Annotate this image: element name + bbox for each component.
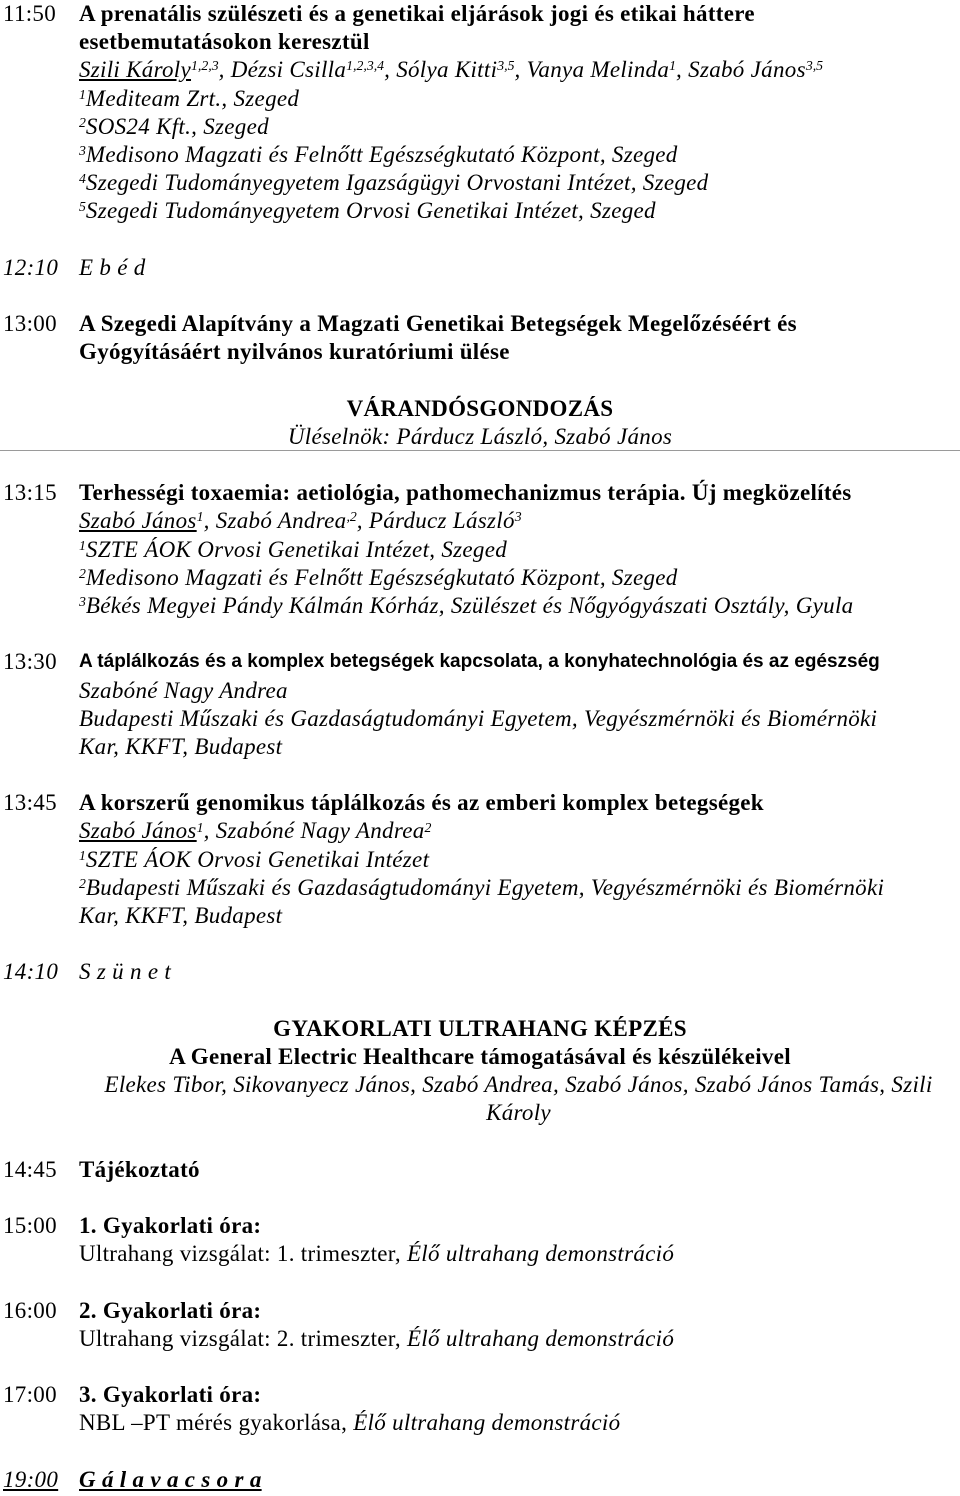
authors: [79, 507, 522, 535]
affiliation-text: Medisono Magzati és Felnőtt Egészségkutató Központ, Szeged: [85, 564, 678, 590]
author-list: [0, 56, 960, 84]
author-affiliation-ref: 1: [196, 509, 204, 525]
session-detail-line: [79, 1409, 620, 1437]
session-1345: [0, 789, 960, 817]
affiliation-number: 4: [79, 171, 86, 187]
author-affiliation-ref: 2: [424, 819, 432, 835]
author-list: [0, 507, 960, 535]
session-1900-gala-dinner: [0, 1466, 960, 1494]
section-chairs: Üléselnök: Párducz László, Szabó János: [287, 423, 673, 449]
session-title: A prenatális szülészeti és a genetikai eljárások jogi és etikai háttere: [79, 1, 755, 26]
author-affiliation-ref: 1: [196, 819, 204, 835]
affiliation-number: 1: [79, 537, 86, 553]
session-time: 16:00: [3, 1297, 57, 1323]
affiliation-text: Kar, KKFT, Budapest: [79, 733, 283, 759]
blank-line: [0, 1268, 960, 1296]
author-affiliation-ref: 3,5: [497, 58, 515, 74]
affiliation-line: [79, 197, 656, 225]
author-name: Szabó Andrea: [215, 508, 347, 534]
affiliation-line: [79, 141, 678, 169]
affiliation-line: [79, 874, 884, 902]
affiliation-text: Szegedi Tudományegyetem Igazságügyi Orvostani Intézet, Szeged: [85, 170, 709, 196]
affiliation-text: Medisono Magzati és Felnőtt Egészségkutató Központ, Szeged: [85, 141, 678, 167]
session-time: 13:45: [3, 790, 57, 816]
affiliation: [0, 874, 960, 902]
author-affiliation-ref: 1: [669, 58, 677, 74]
affiliation-text: Kar, KKFT, Budapest: [79, 903, 283, 928]
session-title: 1. Gyakorlati óra:: [79, 1213, 262, 1239]
blank-line: [0, 366, 960, 394]
author-list: [0, 817, 960, 845]
detail-text: NBL –PT mérés gyakorlása,: [79, 1410, 348, 1436]
author-affiliation-ref: 1,2,3: [191, 58, 219, 74]
demo-text: Élő ultrahang demonstráció: [406, 1325, 675, 1351]
session-time: 17:00: [3, 1382, 57, 1408]
author-affiliation-ref: 1,2,3,4: [346, 58, 385, 74]
detail-text: Ultrahang vizsgálat: 1. trimeszter,: [79, 1241, 401, 1267]
section-heading: VÁRANDÓSGONDOZÁS: [346, 395, 614, 421]
affiliation-text: Szegedi Tudományegyetem Orvosi Genetikai Intézet, Szeged: [85, 198, 656, 224]
instructors: Elekes Tibor, Sikovanyecz János, Szabó Andrea, Szabó János, Szabó János Tamás, Szili: [104, 1072, 933, 1098]
separator: ,: [384, 57, 397, 83]
blank-line: [0, 930, 960, 958]
affiliation-line: [79, 169, 708, 197]
section-heading-row: [0, 1015, 960, 1043]
section-heading-row: [0, 395, 960, 423]
blank-line: [0, 987, 960, 1015]
section-subheading: A General Electric Healthcare támogatásával és készülékeivel: [169, 1043, 791, 1069]
affiliation-line: [79, 592, 853, 620]
blank-line: [0, 451, 960, 479]
blank-line: [0, 1353, 960, 1381]
session-1445: [0, 1156, 960, 1184]
separator: ,: [203, 508, 216, 534]
author-name: Vanya Melinda: [526, 57, 670, 83]
session-1700: [0, 1381, 960, 1409]
blank-line: [0, 1438, 960, 1466]
separator: ,: [676, 57, 689, 83]
instructors-row: [0, 1071, 960, 1099]
session-title-continued: [0, 28, 960, 56]
break-label: S z ü n e t: [79, 959, 172, 985]
instructors-row-continued: [0, 1099, 960, 1127]
session-1500: [0, 1212, 960, 1240]
session-detail: [0, 1240, 960, 1268]
author-name: Sólya Kitti: [396, 57, 498, 83]
demo-text: Élő ultrahang demonstráció: [406, 1241, 675, 1267]
affiliation: [0, 141, 960, 169]
session-title: A táplálkozás és a komplex betegségek kapcsolata, a konyhatechnológia és az egészség: [79, 651, 880, 673]
detail-text: Ultrahang vizsgálat: 2. trimeszter,: [79, 1325, 401, 1351]
affiliation: [0, 113, 960, 141]
session-time: 13:15: [3, 480, 57, 506]
session-detail: [0, 1409, 960, 1437]
author-affiliation-ref: 3,5: [805, 58, 824, 74]
author-name: Dézsi Csilla: [230, 57, 347, 83]
affiliation-text: SZTE ÁOK Orvosi Genetikai Intézet, Szeged: [85, 536, 508, 562]
session-1150: [0, 0, 960, 28]
session-time: 14:45: [3, 1156, 57, 1182]
author-affiliation-ref: ,2: [346, 509, 357, 525]
session-title-continued: [0, 338, 960, 366]
blank-line: [0, 226, 960, 254]
affiliation-number: 2: [79, 114, 86, 130]
presenter-name: Szili Károly: [79, 57, 192, 83]
event-label: G á l a v a c s o r a: [79, 1466, 262, 1492]
affiliation: [0, 169, 960, 197]
author-affiliation-ref: 3: [514, 509, 522, 525]
session-time: 13:30: [3, 649, 57, 675]
affiliation-number: 5: [79, 199, 86, 215]
affiliation-line: [79, 846, 429, 874]
session-detail: [0, 1325, 960, 1353]
author-name: Szabó János: [688, 57, 806, 83]
affiliation-text: Budapesti Műszaki és Gazdaságtudományi Egyetem, Vegyészmérnöki és Biomérnöki: [79, 705, 878, 731]
affiliation: [0, 592, 960, 620]
presenter-name: Szabó János: [79, 818, 197, 844]
session-title-line-2: Gyógyításáért nyilvános kuratóriumi ülése: [79, 339, 510, 365]
affiliation: [0, 846, 960, 874]
affiliation-line: [79, 536, 507, 564]
section-chairs-row: [0, 423, 960, 451]
affiliation-number: 3: [79, 143, 86, 159]
affiliation: [0, 197, 960, 225]
instructors: Károly: [486, 1100, 551, 1126]
session-title: A korszerű genomikus táplálkozás és az emberi komplex betegségek: [79, 790, 764, 816]
separator: ,: [514, 57, 527, 83]
session-1410-break: [0, 958, 960, 986]
presenter-name: Szabó János: [79, 508, 197, 534]
affiliation-continued: [0, 733, 960, 761]
author-name: Szabóné Nagy Andrea: [215, 818, 425, 844]
affiliation-text: Békés Megyei Pándy Kálmán Kórház, Szülészet és Nőgyógyászati Osztály, Gyula: [85, 592, 854, 618]
blank-line: [0, 1128, 960, 1156]
session-time: 11:50: [3, 1, 57, 26]
affiliation: [0, 536, 960, 564]
author-name: Szabóné Nagy Andrea: [79, 677, 288, 703]
affiliation-continued: [0, 902, 960, 930]
session-title-line-2: esetbemutatásokon keresztül: [79, 29, 370, 55]
session-1210-lunch: [0, 254, 960, 282]
session-1300: [0, 310, 960, 338]
affiliation-line: [79, 564, 678, 592]
session-detail-line: [79, 1325, 674, 1353]
affiliation: [0, 564, 960, 592]
affiliation: [0, 705, 960, 733]
session-title: Tájékoztató: [79, 1156, 200, 1182]
affiliation-number: 1: [79, 86, 86, 102]
session-time: 14:10: [3, 959, 59, 985]
blank-line: [0, 282, 960, 310]
separator: ,: [218, 57, 231, 83]
demo-text: Élő ultrahang demonstráció: [353, 1410, 621, 1436]
separator: ,: [203, 818, 216, 844]
section-heading: GYAKORLATI ULTRAHANG KÉPZÉS: [273, 1015, 687, 1041]
section-subheading-row: [0, 1043, 960, 1071]
session-title: Terhességi toxaemia: aetiológia, pathomechanizmus terápia. Új megközelítés: [79, 480, 852, 506]
blank-line: [0, 620, 960, 648]
author-name: Párducz László: [368, 508, 515, 534]
authors: [79, 817, 431, 845]
author-list: [0, 677, 960, 705]
authors: [79, 56, 823, 84]
affiliation-number: 2: [79, 565, 86, 581]
session-1330: [0, 648, 960, 676]
affiliation-number: 3: [79, 594, 86, 610]
affiliation-text: SZTE ÁOK Orvosi Genetikai Intézet: [85, 846, 430, 872]
session-time: 19:00: [3, 1466, 59, 1492]
session-title: 2. Gyakorlati óra:: [79, 1297, 262, 1323]
session-title: 3. Gyakorlati óra:: [79, 1382, 262, 1408]
affiliation-text: Budapesti Műszaki és Gazdaságtudományi Egyetem, Vegyészmérnöki és Biomérnöki: [85, 874, 885, 900]
affiliation-number: 2: [79, 875, 86, 891]
session-1600: [0, 1297, 960, 1325]
session-detail-line: [79, 1240, 674, 1268]
session-time: 12:10: [3, 254, 59, 280]
session-time: 13:00: [3, 311, 57, 337]
break-label: E b é d: [79, 254, 146, 280]
session-time: 15:00: [3, 1213, 57, 1239]
affiliation-number: 1: [79, 847, 86, 863]
blank-line: [0, 761, 960, 789]
session-1315: [0, 479, 960, 507]
affiliation-line: [79, 113, 269, 141]
affiliation-text: Mediteam Zrt., Szeged: [85, 85, 300, 111]
affiliation: [0, 85, 960, 113]
blank-line: [0, 1184, 960, 1212]
affiliation-line: [79, 85, 299, 113]
session-title: A Szegedi Alapítvány a Magzati Genetikai Betegségek Megelőzéséért és: [79, 311, 797, 337]
affiliation-text: SOS24 Kft., Szeged: [85, 113, 269, 139]
separator: ,: [356, 508, 369, 534]
